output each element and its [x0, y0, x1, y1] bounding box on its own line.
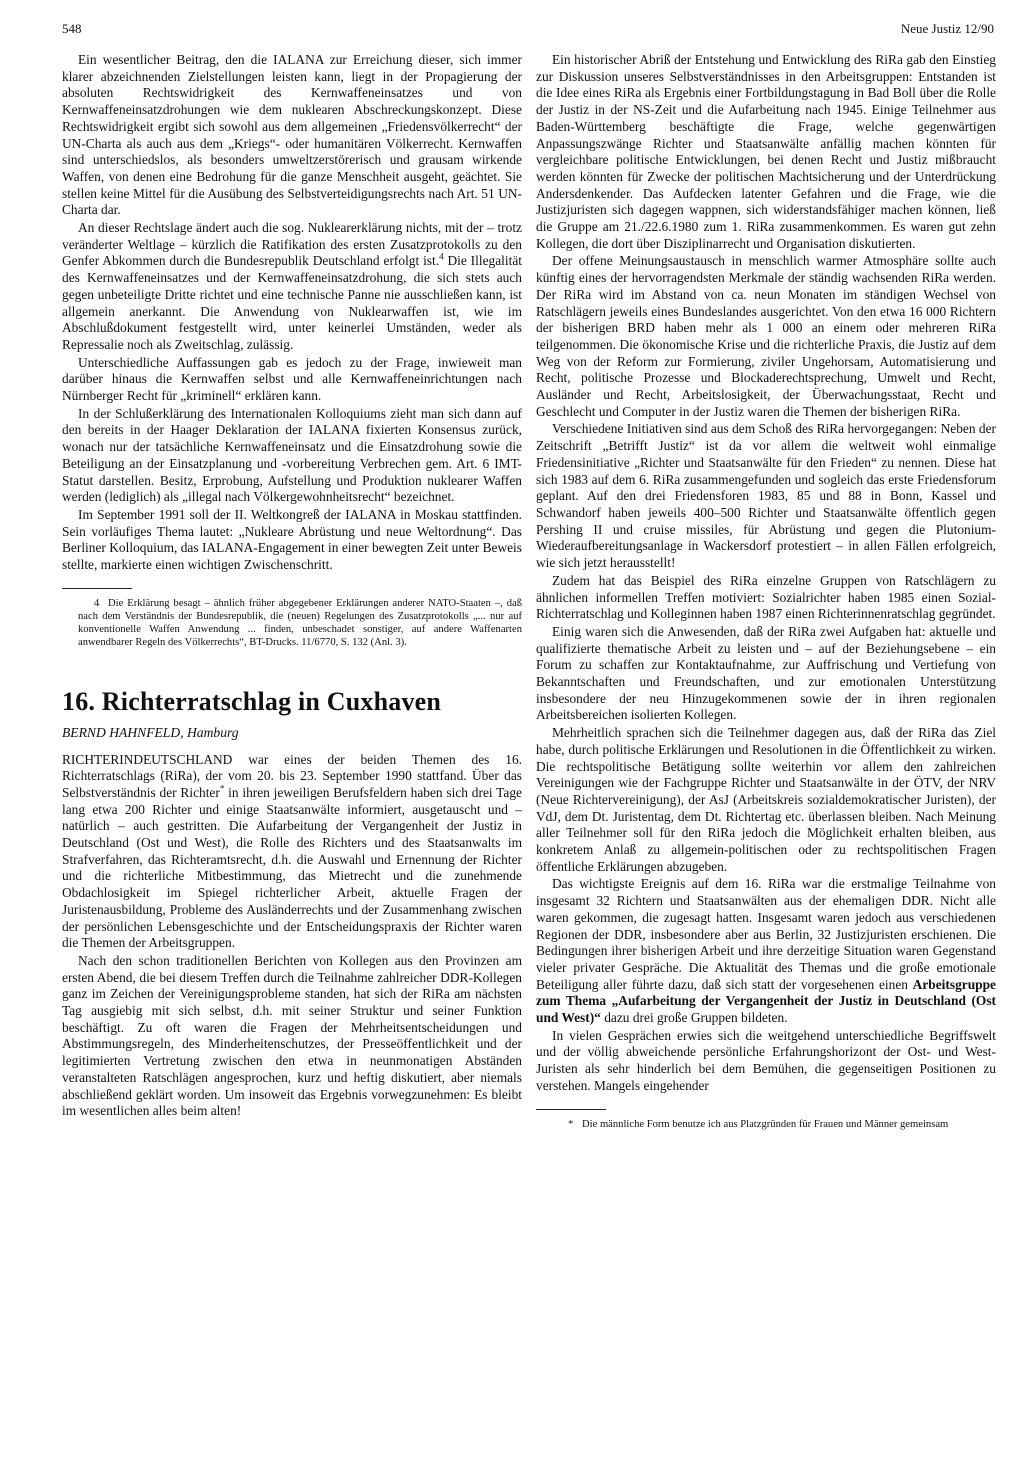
paragraph-text: in ihren jeweiligen Berufsfeldern haben sich drei Tage lang etwa 200 Richter und einige Staatsanwälte informiert, ausgetauscht und – natürlich – auch gestritten. Die Aufarbeitung der Vergangenheit der Justiz in Deutschland (Ost und West), die Rolle des Richters und des Staatsanwalts im Strafverfahren, das Richteramtsrecht, d.h. die Auswahl und Ernennung der Richter und die richterliche Mitbestimmung, das Mietrecht und die zunehmende Obdachlosigkeit im Spiegel richterlicher Arbeit, aktuelle Fragen der Juristenausbildung, Probleme des Ausländerrechts und der Zusammenhang zwischen der persönlichen Lebensgeschichte und der Entscheidungspraxis der Richter waren die Themen der Arbeitsgruppen.: [62, 784, 523, 951]
footnote-divider: [62, 588, 132, 589]
article-title: 16. Richterratschlag in Cuxhaven: [62, 686, 442, 716]
footnote-divider: [536, 1109, 606, 1110]
paragraph: Mehrheitlich sprachen sich die Teilnehmer dagegen aus, daß der RiRa das Ziel habe, durch politische Erklärungen und Resolutionen in die Öffentlichkeit zu wirken. Die rechtspolitische Betätigung sollte weiterhin vor allem den zahlreichen Vereinigungen wie der Fachgruppe Richter und Staatsanwälte in der ÖTV, der NRV (Neue Richtervereinigung), der AsJ (Arbeitskreis sozialdemokratischer Juristen), der VdJ, dem Dt. Juristentag, dem Dt. Richtertag etc. überlassen bleiben. Nach Meinung aller Teilnehmer soll für den RiRa jedoch die Möglichkeit erhalten bleiben, aus konkretem Anlaß zu allgemein-politischen oder zu rechtspolitischen Fragen öffentliche Erklärungen abzugeben.: [536, 725, 996, 874]
footnote-number: 4: [94, 597, 100, 609]
journal-issue: Neue Justiz 12/90: [900, 21, 994, 36]
paragraph: [62, 752, 522, 952]
footnote-text: Die Erklärung besagt – ähnlich früher abgegebener Erklärungen anderer NATO-Staaten –, daß nach dem Verständnis der Bundesrepublik, die (neuen) Regelungen des Zusatzprotokolls „... nur auf konventionelle Waffen Anwendung ... finden, unbeschadet sonstiger, auf andere Waffenarten anwendbarer Regeln des Völkerrechts“, BT-Drucks. 11/6770, S. 132 (Anl. 3).: [78, 597, 522, 648]
bold-phrase: Arbeitsgruppe zum Thema „Aufarbeitung der Vergangenheit der Justiz in Deutschland (Ost und West)“: [536, 976, 996, 1026]
left-column: [62, 52, 522, 1121]
paragraph-text: Die Illegalität des Kernwaffeneinsatzes und der Kernwaffeneinsatzdrohung, die sich stets auch gegen unbeteiligte Dritte richtet und eine technische Panne nie ausschließen kann, ist allgemein anerkannt. Die Anwendung von Nuklearwaffen ist, wie im Abschlußdokument festgestellt wird, unter keinerlei Umständen, weder als Repressalie noch als Zweitschlag, zulässig.: [62, 253, 522, 352]
page-header: [62, 18, 994, 40]
footnote: [536, 1118, 996, 1131]
paragraph: In vielen Gesprächen erwies sich die weitgehend unterschiedliche Begriffswelt und der völlig abweichende persönliche Erfahrungshorizont der Ost- und West-Juristen als sehr hinderlich bei dem Bemühen, die gegenseitigen Positionen zu verstehen. Mangels eingehender: [536, 1027, 996, 1093]
footnote-ref: 4: [439, 251, 444, 262]
footnote-number: *: [568, 1118, 574, 1130]
paragraph-text: dazu drei große Gruppen bildeten.: [600, 1010, 788, 1026]
paragraph: In der Schlußerklärung des Internationalen Kolloquiums zieht man sich dann auf den bereits in der Haager Deklaration der IALANA fixierten Konsensus zurück, wonach nur der tatsächliche Kernwaffeneinsatz und die Einsatzdrohung sowie die Beteiligung an der Einsatzplanung und -vorbereitung Verbrechen gem. Art. 6 IMT-Statut darstellen. Besitz, Erprobung, Aufstellung und Produktion nuklearer Waffen werden (lediglich) als „illegal nach Völkergewohnheitsrecht“ bezeichnet.: [62, 405, 522, 505]
paragraph: Im September 1991 soll der II. Weltkongreß der IALANA in Moskau stattfinden. Sein vorläufiges Thema lautet: „Nukleare Abrüstung und neue Weltordnung“. Das Berliner Kolloquium, das IALANA-Engagement in einer bewegten Zeit unter Beweis stellte, markierte einen wichtigen Zwischenschritt.: [62, 506, 522, 573]
paragraph: Ein historischer Abriß der Entstehung und Entwicklung des RiRa gab den Einstieg zur Diskussion unseres Selbstverständnisses in den Arbeitsgruppen: Entstanden ist die Idee eines RiRa als Ergebnis einer Fortbildungstagung in Bad Boll über die Rolle der Justiz in der NS-Zeit und die Aufarbeitung nach 1945. Einige Teilnehmer aus Baden-Württemberg beschäftigte die Frage, welche gegenwärtigen Anpassungszwänge Richter und Staatsanwälte anfällig machen könnten für vergleichbare politische Entwicklungen, bei denen Recht und Justiz mißbraucht werden könnten für Zwecke der politischen Machtsicherung und der Unterdrückung Andersdenkender. Das Aufdecken latenter Gefahren und die Frage, wie die Justizjuristen sich dagegen wappnen, sich widerstandsfähiger machen können, ließ die Gruppe am 21./22.6.1980 zum 1. RiRa zusammenkommen. Es waren gut zehn Kollegen, die dort über Disziplinarrecht und Organisation diskutierten.: [536, 52, 996, 251]
paragraph: Zudem hat das Beispiel des RiRa einzelne Gruppen von Ratschlägern zu ähnlichen informellen Treffen motiviert: Sozialrichter haben 1985 einen Sozial-Richterratschlag und Kolleginnen haben 1987 einen Richterinnenratschlag gegründet.: [536, 572, 996, 622]
page-number: 548: [62, 21, 82, 36]
paragraph: [536, 876, 996, 1026]
paragraph-text: Das wichtigste Ereignis auf dem 16. RiRa war die erstmalige Teilnahme von insgesamt 32 Richtern und Staatsanwälten aus der ehemaligen DDR. Nicht alle waren gekommen, die zugesagt hatten. Insgesamt waren jedoch aus verschiedenen Regionen der DDR, insbesondere aber aus Berlin, 32 Justizjuristen erschienen. Die Bedingungen ihrer bisherigen Arbeit und ihre derzeitige Situation waren Gegenstand vieler privater Gespräche. Die Aktualität des Themas und die große emotionale Beteiligung aller führte dazu, daß sich statt der vorgesehenen einen: [536, 876, 996, 992]
footnote-ref: *: [219, 783, 225, 794]
footnote: [62, 597, 522, 649]
right-column: [536, 52, 996, 1132]
paragraph: Der offene Meinungsaustausch in menschlich warmer Atmosphäre sollte auch künftig eines der hervorragendsten Merkmale der ständig wachsenden RiRa werden. Der RiRa wird im Abstand von ca. neun Monaten im ständigen Wechsel von Ratschlägern jeweils eines Bundeslandes ausgerichtet. Von den etwa 16 000 Richtern der bisherigen BRD haben mehr als 1 000 an einem oder mehreren RiRa teilgenommen. Die ökonomische Krise und die richterliche Praxis, die Justiz auf dem Weg von der Reform zur Formierung, ziviler Ungehorsam, Automatisierung und Recht, politische Prozesse und Blockaderechtsprechung, Umwelt und Recht, Ausländer und Recht, Arbeitslosigkeit, der Überwachungsstaat, Recht und Geschlecht und Computer in der Justiz waren die Themen der bisherigen RiRa.: [536, 253, 996, 419]
paragraph: [62, 220, 522, 354]
paragraph: Ein wesentlicher Beitrag, den die IALANA zur Erreichung dieser, sich immer klarer abzeichnenden Zielstellungen leisten kann, liegt in der Propagierung der absoluten Rechtswidrigkeit des Kernwaffeneinsatzes und von Kernwaffeneinsatzdrohungen wie dem nuklearen Abschreckungskonzept. Diese Rechtswidrigkeit ergibt sich sowohl aus dem allgemeinen „Friedensvölkerrecht“ der UN-Charta als auch aus dem „Kriegs“- oder humanitären Völkerrecht. Kernwaffen sind unterschiedslos, als besonders umweltzerstörerisch und grausam wirkende Waffen, von denen eine Bedrohung für die ganze Menschheit ausgeht, geächtet. Sie stellen keine Mittel für die Ausübung des Selbstverteidigungsrechts nach Art. 51 UN-Charta dar.: [62, 52, 522, 218]
paragraph-text: RICHTERINDEUTSCHLAND war eines der beiden Themen des 16. Richterratschlags (RiRa), der vom 20. bis 23. September 1990 stattfand. Über das Selbstverständnis der Richter: [62, 751, 522, 800]
footnote-text: Die männliche Form benutze ich aus Platzgründen für Frauen und Männer gemeinsam: [582, 1118, 949, 1130]
paragraph: Nach den schon traditionellen Berichten von Kollegen aus den Provinzen am ersten Abend, die bei diesem Treffen durch die Teilnahme zahlreicher DDR-Kollegen ganz im Zeichen der Vereinigungsprobleme standen, hat sich der RiRa am nächsten Tag ausgiebig mit sich selbst, d.h. mit seiner Struktur und seiner Funktion beschäftigt. Zu oft waren die Fragen der Mehrheitsentscheidungen und Abstimmungsregeln, des Minderheitenschutzes, der Presseöffentlichkeit und der legitimierten Vertretung zwischen den etwa in neunmonatigen Abständen veranstalteten Ratschlägen angesprochen, kurz und heftig diskutiert, aber niemals abschließend geklärt worden. Um insoweit das Ergebnis vorwegzunehmen: Es bleibt im wesentlichen alles beim alten!: [62, 952, 522, 1119]
paragraph-text: An dieser Rechtslage ändert auch die sog. Nuklearerklärung nichts, mit der – trotz veränderter Weltlage – kürzlich die Ratifikation des ersten Zusatzprotokolls zu den Genfer Abkommen durch die Bundesrepublik Deutschland erfolgt ist.: [62, 220, 522, 269]
paragraph: Einig waren sich die Anwesenden, daß der RiRa zwei Aufgaben hat: aktuelle und qualifizierte thematische Arbeit zu leisten und – auf der Beziehungsebene – ein Forum zu schaffen zur Kontaktaufnahme, zur Auffrischung und Vertiefung von Bekanntschaften und Freundschaften, und zur emotionalen Unterstützung insbesondere der neu Hinzugekommenen sowie der in ihren regionalen Arbeitsbereichen isolierten Kollegen.: [536, 623, 996, 723]
paragraph: Unterschiedliche Auffassungen gab es jedoch zu der Frage, inwieweit man darüber hinaus die Kernwaffen selbst und alle Kernwaffeneinrichtungen nach Nürnberger Recht für „kriminell“ erklären kann.: [62, 354, 522, 404]
paragraph: Verschiedene Initiativen sind aus dem Schoß des RiRa hervorgegangen: Neben der Zeitschrift „Betrifft Justiz“ ist da vor allem die weltweit wohl einmalige Friedensinitiative „Richter und Staatsanwälte für den Frieden“ zu nennen. Diese hat sich 1983 auf dem 6. RiRa zusammengefunden und sogleich das erste Friedensforum geplant. Auf den drei Friedensforen 1983, 85 und 88 in Bonn, Kassel und Schwandorf haben jeweils 400–500 Richter und Staatsanwälte öffentlich gegen Pershing II und cruise missiles, für Abrüstung und gegen die Plutonium-Wiederaufbereitungsanlage in Wackersdorf protestiert – in allen Fällen erfolgreich, wie sich jetzt herausstellt!: [536, 421, 996, 571]
article-author: BERND HAHNFELD, Hamburg: [62, 724, 239, 740]
